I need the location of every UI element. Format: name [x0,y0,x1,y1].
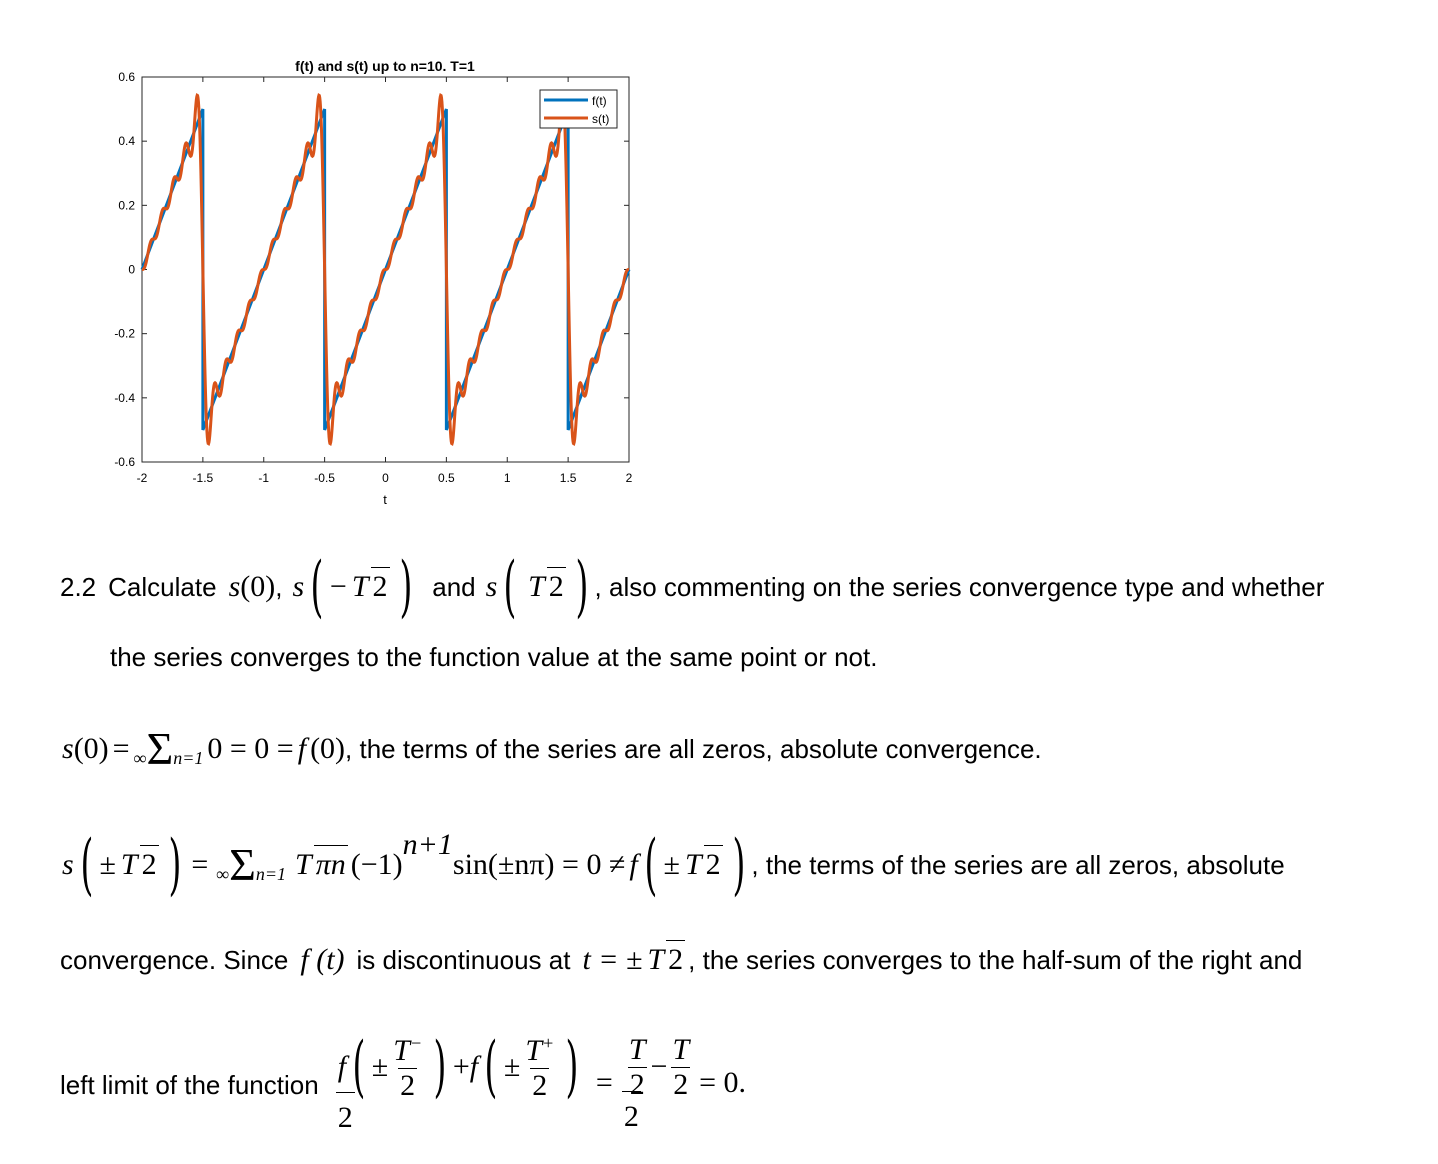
fraction-T-over-2 [670,1032,691,1101]
question-line-1 [60,545,1324,629]
exponent: n+1 [402,828,453,861]
s-symbol: s [292,570,305,603]
equals: = [191,848,209,881]
frac-den: 2 [140,845,159,881]
question-number: 2.2 [60,572,97,602]
fraction-T-plus-over-2 [523,1034,556,1101]
calculate-word: Calculate [108,572,217,602]
frac-num: T [528,570,545,603]
arg-zero: (0) [310,732,346,765]
legend-label-f: f(t) [592,94,607,108]
fraction-T-over-2 [627,1032,648,1101]
result-value: = 0. [699,1066,747,1099]
x-tick-label: 1.5 [559,471,577,485]
comma: , [275,572,283,602]
f-of-t: f (t) [300,943,345,976]
chart-title: f(t) and s(t) up to n=10. T=1 [295,58,475,74]
answer-text-s0: , the terms of the series are all zeros, absolute convergence. [345,734,1042,764]
sine-term: sin(±nπ) = 0 ≠ [452,848,626,881]
fraction-T-over-2 [683,850,723,880]
result-denominator: 2 [622,1091,641,1133]
x-tick-label: -0.5 [314,471,335,485]
s-symbol: s [228,570,241,603]
right-paren: ) [565,1028,579,1105]
frac-den: 2 [666,940,685,976]
x-tick-label: -2 [136,471,148,485]
y-tick-label: 0.2 [118,198,135,213]
arg-zero: (0) [73,732,109,765]
f-symbol: f [297,732,307,765]
frac-den: 2 [673,1067,689,1101]
frac-den: πn [314,845,348,881]
superscript-plus: + [542,1032,555,1053]
halfsum-fraction [336,1028,587,1134]
x-axis-label: t [383,492,387,507]
neg-one: (−1) [350,848,403,881]
frac-num: T [628,1032,646,1066]
answer-line-s0 [62,708,1042,790]
equals: = [595,1066,613,1099]
equals: = [112,732,130,765]
frac-num: T [120,848,138,881]
question-text: , also commenting on the series convergence type and whether [594,572,1325,602]
frac-num: T [672,1032,690,1066]
halfsum-numerator [336,1028,587,1105]
fraction-T-over-2 [119,850,159,880]
sum-upper: ∞ [133,748,147,768]
x-tick-label: -1.5 [192,471,214,485]
convergence-text-b: is discontinuous at [356,945,571,975]
sum-lower: n=1 [255,864,287,884]
y-tick-label: -0.6 [114,455,135,469]
s-symbol: s [62,848,74,881]
x-tick-label: 0 [382,471,389,485]
y-tick-label: 0.4 [118,134,135,149]
plus-minus: ± [663,848,680,881]
T-symbol: T [525,1033,543,1067]
frac-num: T [351,570,369,603]
frac-num: T [684,848,702,881]
summation [216,839,287,890]
frac-num [391,1034,424,1068]
y-tick-label: 0.6 [118,70,135,84]
plus-minus: ± [371,1050,389,1083]
minus-sign: − [329,570,347,603]
and-word: and [432,572,476,602]
summation [133,723,204,774]
left-paren: ( [503,548,517,625]
y-tick-label: 0 [128,262,135,277]
question-line-2: the series converges to the function value at the same point or not. [110,642,878,672]
t-equals: t = ± [582,943,643,976]
sum-upper: ∞ [216,864,230,884]
right-paren: ) [433,1028,447,1105]
frac-den: 2 [629,1067,645,1101]
right-paren: ) [168,826,181,903]
fraction-T-over-2 [526,572,566,602]
f-symbol: f [337,1050,347,1083]
convergence-text-c: , the series converges to the half-sum of the right and [688,945,1303,975]
x-tick-label: 2 [625,471,633,485]
plus-minus: ± [99,848,116,881]
superscript-minus: − [409,1032,423,1053]
frac-den: 2 [532,1068,548,1102]
fraction-T-minus-over-2 [391,1034,424,1101]
f-symbol: f [629,848,638,881]
frac-den: 2 [547,567,566,603]
left-paren: ( [310,548,324,625]
y-tick-label: -0.4 [114,390,135,405]
frac-num [523,1034,556,1068]
convergence-text-a: convergence. Since [60,945,289,975]
x-tick-label: -1 [258,471,270,485]
x-tick-label: 0.5 [438,471,455,485]
plus-minus: ± [503,1050,521,1083]
right-paren: ) [732,826,745,903]
frac-den: 2 [371,567,390,603]
right-paren: ) [575,548,589,625]
legend-label-s: s(t) [592,112,610,126]
left-paren: ( [644,826,658,903]
s-symbol: s [62,732,74,765]
answer-text-sT2: , the terms of the series are all zeros, absolute [751,850,1285,880]
left-paren: ( [484,1028,498,1105]
f-symbol: f [469,1050,479,1083]
frac-den: 2 [400,1068,416,1102]
answer-line-convergence [60,922,1302,998]
fraction-T-over-2 [645,945,685,975]
sum-lower: n=1 [173,748,204,768]
fraction-T-over-2 [350,572,390,602]
s-arg-zero: (0) [240,570,276,603]
frac-num: T [295,848,312,881]
left-paren: ( [352,1028,366,1105]
s-symbol: s [485,570,498,603]
fraction-T-over-pin [293,850,348,880]
minus-sign: − [650,1050,668,1083]
sum-sign: Σ [229,839,256,890]
answer-line-halfsum [60,1010,746,1156]
right-paren: ) [398,548,412,625]
halfsum-text: left limit of the function [60,1070,319,1100]
y-tick-label: -0.2 [114,326,135,341]
answer-line-sT2 [62,822,1285,908]
sum-sign: Σ [146,723,174,774]
legend [540,90,617,128]
left-paren: ( [80,826,93,903]
chart [0,0,660,520]
zero-chain: 0 = 0 = [207,732,294,765]
frac-num: T [647,943,665,976]
frac-den: 2 [704,845,723,881]
halfsum-denominator: 2 [336,1092,355,1134]
T-symbol: T [393,1033,410,1067]
x-tick-label: 1 [503,471,511,485]
plus-sign: + [452,1050,470,1083]
result-fraction [622,1032,696,1133]
